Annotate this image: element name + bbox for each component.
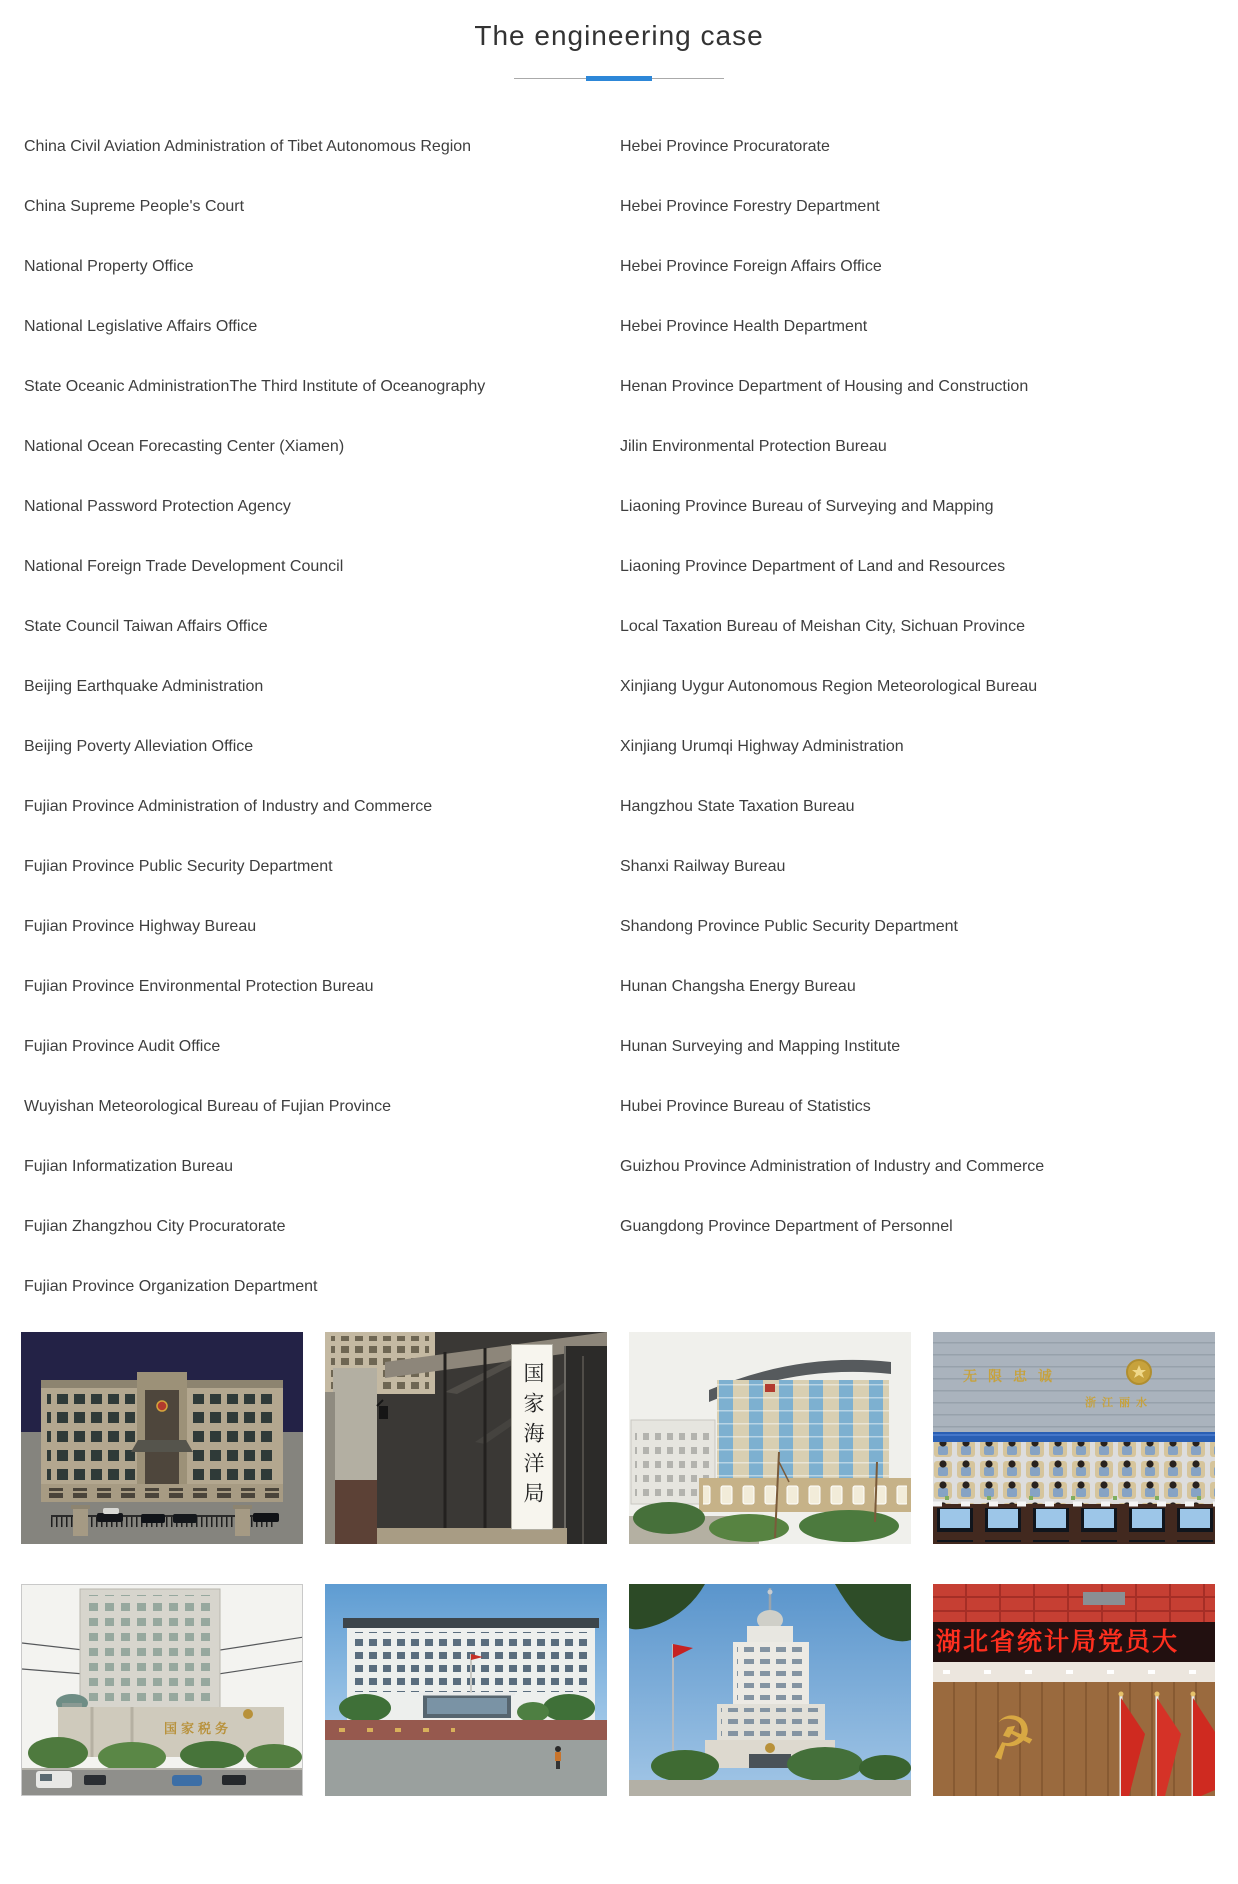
conference-hall-image [933, 1332, 1215, 1544]
title-divider-accent [586, 76, 652, 81]
case-list-item: China Civil Aviation Administration of Tibet Autonomous Region [24, 138, 472, 155]
oceanic-entrance-image [325, 1332, 607, 1544]
case-list-item: Beijing Poverty Alleviation Office [24, 738, 254, 755]
photo-tax-bureau-street [21, 1584, 303, 1796]
hall-location-text: 浙江丽水 [1085, 1397, 1153, 1409]
case-list-item: Hunan Changsha Energy Bureau [620, 978, 856, 995]
case-list-item: Shandong Province Public Security Department [620, 918, 958, 935]
case-list-item: National Legislative Affairs Office [24, 318, 258, 335]
case-list-right [620, 117, 1220, 1257]
case-list-item: Guizhou Province Administration of Industry and Commerce [620, 1158, 1045, 1175]
case-list-item: Guangdong Province Department of Personnel [620, 1218, 953, 1235]
case-list-item: Jilin Environmental Protection Bureau [620, 438, 887, 455]
spire-tower-image [629, 1584, 911, 1796]
case-list-item: Fujian Informatization Bureau [24, 1158, 233, 1175]
case-list-item: National Foreign Trade Development Council [24, 558, 344, 575]
oceanic-bureau-vertical-sign: 国家海洋局 [511, 1344, 553, 1530]
case-list-item: Xinjiang Urumqi Highway Administration [620, 738, 904, 755]
photo-government-building-night [21, 1332, 303, 1544]
case-list-item: Fujian Province Public Security Department [24, 858, 333, 875]
tax-bureau-street-image [22, 1585, 303, 1796]
photo-spire-tower [629, 1584, 911, 1796]
case-list-item: Fujian Province Highway Bureau [24, 918, 257, 935]
case-list-item: China Supreme People's Court [24, 198, 245, 215]
case-list-item: Hebei Province Health Department [620, 318, 868, 335]
case-list-item: Fujian Province Environmental Protection Bureau [24, 978, 374, 995]
party-meeting-room-image [933, 1584, 1215, 1796]
photo-oceanic-administration-entrance [325, 1332, 607, 1544]
case-list-item: Liaoning Province Bureau of Surveying and Mapping [620, 498, 994, 515]
photo-government-building-plaza [325, 1584, 607, 1796]
case-list-item: Fujian Province Organization Department [24, 1278, 318, 1295]
photo-conference-hall [933, 1332, 1215, 1544]
case-list-item: Beijing Earthquake Administration [24, 678, 264, 695]
case-list-item: Hebei Province Foreign Affairs Office [620, 258, 882, 275]
photo-gallery-row-1 [21, 1332, 1215, 1544]
photo-blue-glass-office-building [629, 1332, 911, 1544]
case-list-item: State Oceanic AdministrationThe Third Institute of Oceanography [24, 378, 486, 395]
case-list-item: National Property Office [24, 258, 194, 275]
photo-party-meeting-room [933, 1584, 1215, 1796]
case-list-item: Hunan Surveying and Mapping Institute [620, 1038, 901, 1055]
tax-bureau-sign-text: 国家税务 [164, 1721, 233, 1736]
title-divider [514, 78, 724, 79]
blue-glass-building-image [629, 1332, 911, 1544]
case-list-item: Fujian Province Audit Office [24, 1038, 221, 1055]
case-list-item: State Council Taiwan Affairs Office [24, 618, 268, 635]
page-title: The engineering case [474, 20, 764, 51]
case-list-item: Hebei Province Forestry Department [620, 198, 880, 215]
government-building-night-image [21, 1332, 303, 1544]
photo-gallery-row-2 [21, 1584, 1215, 1796]
case-list-left [24, 117, 614, 1317]
case-list-item: Henan Province Department of Housing and Construction [620, 378, 1029, 395]
case-list-item: Hangzhou State Taxation Bureau [620, 798, 855, 815]
led-banner-text: 湖北省统计局党员大 [933, 1622, 1215, 1662]
case-list-item: Shanxi Railway Bureau [620, 858, 786, 875]
case-list-item: Local Taxation Bureau of Meishan City, Sichuan Province [620, 618, 1025, 635]
case-list-item: National Ocean Forecasting Center (Xiamen) [24, 438, 345, 455]
case-list-item: Hubei Province Bureau of Statistics [620, 1098, 871, 1115]
case-list-item: Hebei Province Procuratorate [620, 138, 830, 155]
case-list-item: National Password Protection Agency [24, 498, 291, 515]
case-list-item: Liaoning Province Department of Land and Resources [620, 558, 1006, 575]
case-list-item: Fujian Province Administration of Industry and Commerce [24, 798, 433, 815]
case-list-item: Xinjiang Uygur Autonomous Region Meteorological Bureau [620, 678, 1038, 695]
plaza-building-image [325, 1584, 607, 1796]
case-list-item: Wuyishan Meteorological Bureau of Fujian Province [24, 1098, 392, 1115]
hall-slogan-text: 无限忠诚 [963, 1368, 1063, 1384]
party-emblem-icon: ☭ [978, 1700, 1043, 1774]
case-list-item: Fujian Zhangzhou City Procuratorate [24, 1218, 286, 1235]
